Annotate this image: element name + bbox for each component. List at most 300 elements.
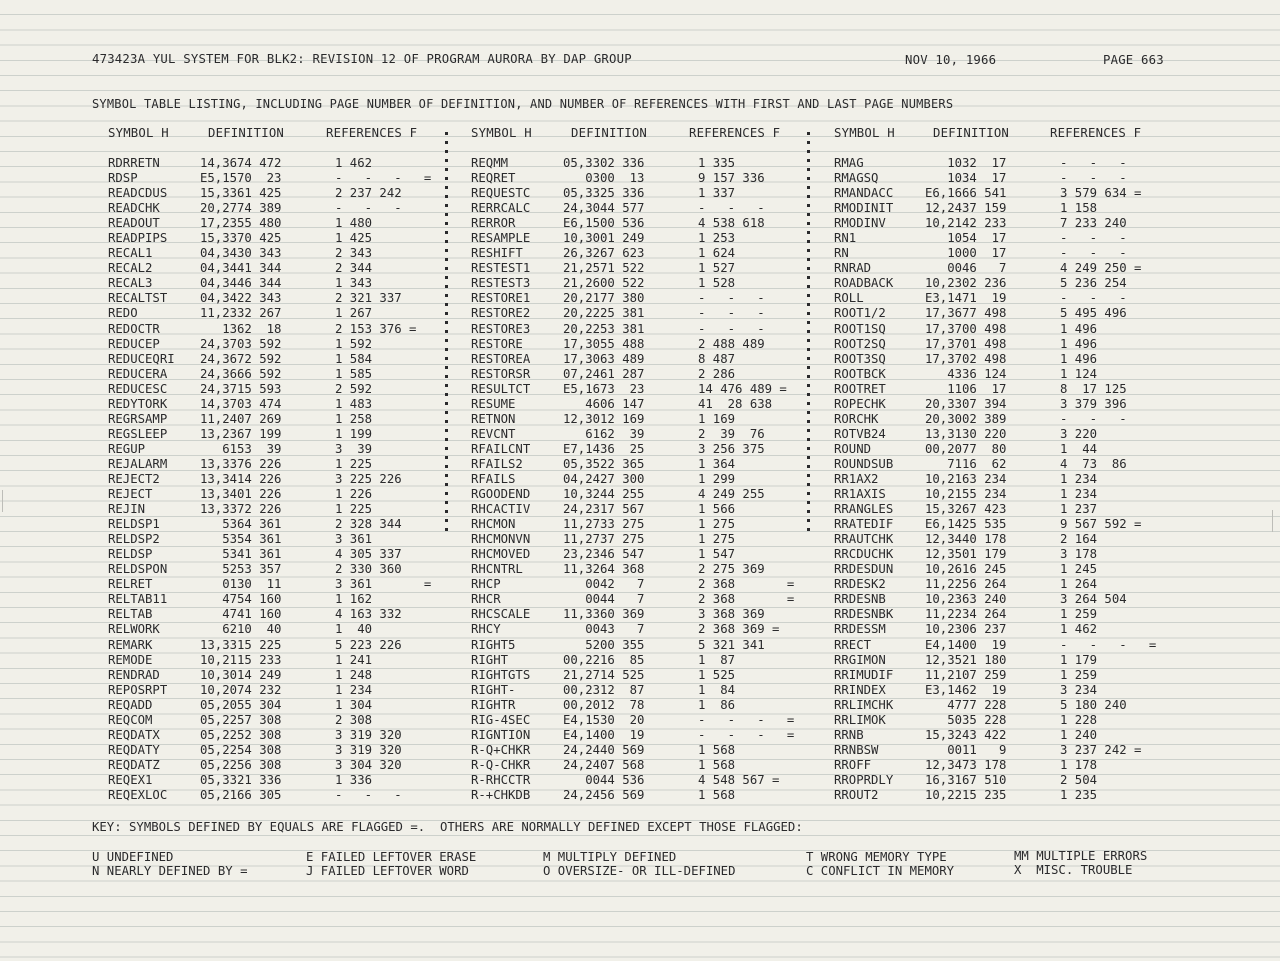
definition-cell: 10,2306 237 [925, 622, 1007, 637]
separator-mark [807, 474, 810, 477]
definition-cell: 10,2363 240 [925, 592, 1007, 607]
references-cell: 3 220 [1060, 426, 1098, 441]
references-cell: 1 248 [335, 667, 373, 682]
symbol-cell: ROOT2SQ [834, 336, 886, 351]
symbol-cell: ROUND [834, 441, 872, 456]
definition-cell: 17,3702 498 [925, 351, 1007, 366]
separator-mark [445, 177, 448, 180]
definition-cell: 10,2155 234 [925, 487, 1007, 502]
symbol-cell: REVCNT [471, 426, 516, 441]
symbol-cell: ROADBACK [834, 276, 894, 291]
references-cell: 1 245 [1060, 562, 1098, 577]
references-cell: 3 237 242 = [1060, 742, 1142, 757]
symbol-cell: REQDATY [108, 742, 160, 757]
symbol-cell: RRLIMOK [834, 712, 886, 727]
symbol-column-3 [834, 156, 893, 803]
references-cell: 1 237 [1060, 502, 1098, 517]
references-cell: 1 304 [335, 697, 373, 712]
separator-mark [445, 231, 448, 234]
definition-column-2 [563, 156, 644, 803]
symbol-cell: RORCHK [834, 411, 879, 426]
references-cell: 1 527 [698, 261, 736, 276]
separator-mark [807, 330, 810, 333]
separator-mark [445, 519, 448, 522]
definition-cell: 0042 7 [563, 577, 645, 592]
separator-mark [445, 321, 448, 324]
references-cell: 2 286 [698, 366, 736, 381]
symbol-cell: RESHIFT [471, 246, 523, 261]
separator-mark [445, 465, 448, 468]
symbol-cell: RELWORK [108, 622, 160, 637]
symbol-cell: ROOT3SQ [834, 351, 886, 366]
separator-mark [807, 141, 810, 144]
references-cell: 1 496 [1060, 336, 1098, 351]
references-cell: 1 592 [335, 336, 373, 351]
symbol-cell: RMAG [834, 156, 864, 170]
definition-cell: 5341 361 [200, 547, 282, 562]
header-definition-2: DEFINITION [571, 126, 648, 140]
symbol-cell: RHCP [471, 577, 501, 592]
symbol-cell: RRDESNB [834, 592, 886, 607]
symbol-column-1 [108, 156, 175, 803]
definition-cell: E4,1530 20 [563, 712, 645, 727]
references-cell: 2 343 [335, 246, 373, 261]
definition-cell: E7,1436 25 [563, 441, 645, 456]
symbol-cell: RHCMONVN [471, 532, 531, 547]
separator-mark [807, 510, 810, 513]
key-line: KEY: SYMBOLS DEFINED BY EQUALS ARE FLAGGED =. OTHERS ARE NORMALLY DEFINED EXCEPT THOSE FLAGGED: [92, 820, 803, 834]
references-cell: 3 361 = [335, 577, 432, 592]
definition-cell: 13,3315 225 [200, 637, 282, 652]
symbol-cell: RIGNTION [471, 727, 531, 742]
definition-cell: 10,2074 232 [200, 682, 282, 697]
references-cell: 4 163 332 [335, 607, 402, 622]
header-references-2: REFERENCES F [689, 126, 781, 140]
definition-cell: 5200 355 [563, 637, 645, 652]
definition-cell: 0011 9 [925, 742, 1007, 757]
symbol-cell: REGRSAMP [108, 411, 168, 426]
definition-cell: 05,2252 308 [200, 727, 282, 742]
symbol-cell: RERROR [471, 216, 516, 231]
references-cell: 1 299 [698, 471, 736, 486]
legend-failed-word: J FAILED LEFTOVER WORD [306, 864, 469, 878]
symbol-cell: RIG-4SEC [471, 712, 531, 727]
symbol-cell: RESTORE [471, 336, 523, 351]
symbol-cell: RHCY [471, 622, 501, 637]
references-cell: 2 308 [335, 712, 373, 727]
separator-mark [445, 186, 448, 189]
references-cell: 5 180 240 [1060, 697, 1127, 712]
separator-mark [445, 150, 448, 153]
separator-mark [445, 339, 448, 342]
definition-cell: 17,3677 498 [925, 306, 1007, 321]
symbol-cell: RFAILS2 [471, 456, 523, 471]
table-caption: SYMBOL TABLE LISTING, INCLUDING PAGE NUMBER OF DEFINITION, AND NUMBER OF REFERENCES WITH FIRST AND LAST PAGE NUMBERS [92, 97, 954, 111]
separator-mark [445, 393, 448, 396]
symbol-cell: REDYTORK [108, 396, 168, 411]
definition-column-1 [200, 156, 281, 803]
separator-mark [807, 483, 810, 486]
header-symbol-3: SYMBOL H [834, 126, 895, 140]
references-cell: 1 234 [1060, 471, 1098, 486]
symbol-cell: RELTAB [108, 607, 153, 622]
references-cell: 1 568 [698, 742, 736, 757]
separator-mark [807, 420, 810, 423]
definition-cell: 10,2142 233 [925, 216, 1007, 231]
references-cell: 2 237 242 [335, 186, 402, 201]
symbol-cell: REMARK [108, 637, 153, 652]
separator-mark [445, 384, 448, 387]
symbol-cell: RESTORE1 [471, 291, 531, 306]
definition-cell: 20,2774 389 [200, 201, 282, 216]
separator-mark [807, 204, 810, 207]
symbol-cell: RGOODEND [471, 487, 531, 502]
references-cell: 3 178 [1060, 547, 1098, 562]
symbol-cell: RROPRDLY [834, 772, 894, 787]
references-cell: 5 321 341 [698, 637, 765, 652]
symbol-cell: RECAL3 [108, 276, 153, 291]
definition-cell: 00,2077 80 [925, 441, 1007, 456]
definition-cell: 13,3414 226 [200, 471, 282, 486]
separator-mark [807, 312, 810, 315]
references-cell: 4 249 250 = [1060, 261, 1142, 276]
listing-date: NOV 10, 1966 [905, 53, 997, 67]
separator-mark [445, 303, 448, 306]
definition-cell: 0130 11 [200, 577, 282, 592]
legend-multiple-errors: MM MULTIPLE ERRORS [1014, 849, 1148, 863]
definition-cell: 24,3703 592 [200, 336, 282, 351]
references-cell: 9 157 336 [698, 171, 765, 186]
references-cell: 1 480 [335, 216, 373, 231]
symbol-cell: RRCDUCHK [834, 547, 894, 562]
references-cell: 1 240 [1060, 727, 1098, 742]
separator-mark [445, 492, 448, 495]
references-cell: 1 528 [698, 276, 736, 291]
separator-mark [807, 222, 810, 225]
references-cell: 1 483 [335, 396, 373, 411]
references-cell: 2 504 [1060, 772, 1098, 787]
definition-cell: 23,2346 547 [563, 547, 645, 562]
references-cell: 4 305 337 [335, 547, 402, 562]
symbol-cell: REQEXLOC [108, 787, 168, 802]
definition-cell: E5,1570 23 [200, 171, 282, 186]
references-cell: 1 178 [1060, 757, 1098, 772]
references-cell: 8 17 125 [1060, 381, 1127, 396]
symbol-cell: RMODINIT [834, 201, 894, 216]
separator-mark [807, 177, 810, 180]
symbol-cell: R-RHCCTR [471, 772, 531, 787]
references-cell: 1 44 [1060, 441, 1098, 456]
separator-mark [445, 429, 448, 432]
definition-cell: 04,2427 300 [563, 471, 645, 486]
references-column-2 [698, 156, 794, 803]
symbol-cell: RRNBSW [834, 742, 879, 757]
separator-mark [445, 312, 448, 315]
separator-mark [807, 429, 810, 432]
definition-cell: 17,3063 489 [563, 351, 645, 366]
definition-cell: 6162 39 [563, 426, 645, 441]
definition-cell: 4336 124 [925, 366, 1007, 381]
legend-failed-erase: E FAILED LEFTOVER ERASE [306, 850, 477, 864]
definition-cell: 17,3701 498 [925, 336, 1007, 351]
separator-mark [807, 240, 810, 243]
symbol-cell: RELDSP [108, 547, 153, 562]
references-cell: 2 328 344 [335, 517, 402, 532]
definition-cell: 11,2332 267 [200, 306, 282, 321]
references-cell: 1 337 [698, 186, 736, 201]
definition-cell: 05,2055 304 [200, 697, 282, 712]
symbol-cell: ROOT1/2 [834, 306, 886, 321]
references-cell: - - - [1060, 291, 1127, 306]
definition-cell: 17,3700 498 [925, 321, 1007, 336]
separator-mark [807, 492, 810, 495]
separator-mark [807, 357, 810, 360]
definition-cell: 1032 17 [925, 156, 1007, 170]
symbol-cell: RHCR [471, 592, 501, 607]
margin-mark [2, 490, 3, 512]
references-cell: 1 364 [698, 456, 736, 471]
symbol-cell: RETNON [471, 411, 516, 426]
separator-mark [445, 456, 448, 459]
symbol-cell: RHCMOVED [471, 547, 531, 562]
references-cell: 1 258 [335, 411, 373, 426]
definition-cell: 11,2737 275 [563, 532, 645, 547]
definition-cell: 15,3361 425 [200, 186, 282, 201]
references-cell: - - - [1060, 231, 1127, 246]
definition-cell: 15,3243 422 [925, 727, 1007, 742]
symbol-cell: RRANGLES [834, 502, 894, 517]
symbol-cell: REJECT [108, 487, 153, 502]
definition-cell: 12,3473 178 [925, 757, 1007, 772]
symbol-cell: RELDSPON [108, 562, 168, 577]
separator-mark [807, 267, 810, 270]
separator-mark [445, 249, 448, 252]
definition-cell: 20,2253 381 [563, 321, 645, 336]
definition-cell: 20,2225 381 [563, 306, 645, 321]
symbol-cell: RESTORE3 [471, 321, 531, 336]
symbol-cell: REQDATX [108, 727, 160, 742]
symbol-cell: RRDESSM [834, 622, 886, 637]
separator-mark [445, 411, 448, 414]
definition-cell: 26,3267 623 [563, 246, 645, 261]
separator-mark [445, 366, 448, 369]
symbol-cell: R-+CHKDB [471, 787, 531, 802]
symbol-cell: RRNB [834, 727, 864, 742]
definition-cell: 14,3703 474 [200, 396, 282, 411]
references-cell: - - - = [335, 171, 432, 186]
symbol-cell: RNRAD [834, 261, 872, 276]
references-cell: - - - = [698, 727, 795, 742]
symbol-cell: RRINDEX [834, 682, 886, 697]
separator-mark [445, 285, 448, 288]
definition-cell: 16,3167 510 [925, 772, 1007, 787]
definition-cell: 6210 40 [200, 622, 282, 637]
symbol-cell: REDUCEP [108, 336, 160, 351]
symbol-cell: REQRET [471, 171, 516, 186]
symbol-column-2 [471, 156, 530, 803]
separator-mark [445, 402, 448, 405]
references-cell: 1 496 [1060, 321, 1098, 336]
separator-mark [445, 375, 448, 378]
definition-cell: 10,2163 234 [925, 471, 1007, 486]
definition-cell: 17,3055 488 [563, 336, 645, 351]
page-number: PAGE 663 [1103, 53, 1164, 67]
references-cell: 1 86 [698, 697, 736, 712]
separator-mark [445, 447, 448, 450]
definition-cell: 24,3672 592 [200, 351, 282, 366]
symbol-cell: REQCOM [108, 712, 153, 727]
symbol-cell: ROUNDSUB [834, 456, 894, 471]
references-cell: 2 368 = [698, 577, 795, 592]
legend-multiply-defined: M MULTIPLY DEFINED [543, 850, 677, 864]
references-cell: 1 235 [1060, 787, 1098, 802]
references-cell: - - - [698, 306, 765, 321]
separator-mark [807, 285, 810, 288]
definition-cell: 5035 228 [925, 712, 1007, 727]
references-cell: - - - [698, 321, 765, 336]
references-cell: 1 234 [1060, 487, 1098, 502]
symbol-cell: RRDESK2 [834, 577, 886, 592]
definition-cell: 10,2115 233 [200, 652, 282, 667]
references-cell: 4 538 618 [698, 216, 765, 231]
references-cell: 1 343 [335, 276, 373, 291]
references-cell: 1 568 [698, 787, 736, 802]
definition-cell: 21,2714 525 [563, 667, 645, 682]
references-cell: - - - [1060, 246, 1127, 261]
definition-cell: 24,2407 568 [563, 757, 645, 772]
symbol-cell: READCHK [108, 201, 160, 216]
references-cell: 1 158 [1060, 201, 1098, 216]
symbol-cell: RECALTST [108, 291, 168, 306]
references-cell: 4 73 86 [1060, 456, 1127, 471]
definition-cell: 10,3244 255 [563, 487, 645, 502]
definition-cell: 10,2616 245 [925, 562, 1007, 577]
symbol-cell: REGUP [108, 441, 146, 456]
references-cell: 2 368 369 = [698, 622, 780, 637]
references-cell: 2 330 360 [335, 562, 402, 577]
references-cell: 1 124 [1060, 366, 1098, 381]
definition-cell: 4754 160 [200, 592, 282, 607]
references-cell: 1 225 [335, 456, 373, 471]
definition-cell: 12,2437 159 [925, 201, 1007, 216]
symbol-cell: READPIPS [108, 231, 168, 246]
separator-mark [445, 474, 448, 477]
separator-mark [807, 348, 810, 351]
definition-cell: 1054 17 [925, 231, 1007, 246]
references-cell: 1 259 [1060, 667, 1098, 682]
legend-conflict: C CONFLICT IN MEMORY [806, 864, 955, 878]
separator-mark [807, 150, 810, 153]
references-cell: 1 335 [698, 156, 736, 170]
symbol-cell: READCDUS [108, 186, 168, 201]
separator-mark [807, 132, 810, 135]
references-cell: 2 153 376 = [335, 321, 417, 336]
separator-mark [807, 186, 810, 189]
separator-mark [807, 231, 810, 234]
definition-cell: 6153 39 [200, 441, 282, 456]
definition-cell: 12,3501 179 [925, 547, 1007, 562]
references-cell: 9 567 592 = [1060, 517, 1142, 532]
symbol-cell: RIGHTGTS [471, 667, 531, 682]
separator-mark [445, 510, 448, 513]
definition-cell: 24,3715 593 [200, 381, 282, 396]
references-cell: 2 368 = [698, 592, 795, 607]
symbol-cell: RR1AXIS [834, 487, 886, 502]
separator-mark [445, 420, 448, 423]
symbol-cell: RESTORSR [471, 366, 531, 381]
definition-cell: 5253 357 [200, 562, 282, 577]
references-cell: 3 579 634 = [1060, 186, 1142, 201]
definition-cell: 24,2440 569 [563, 742, 645, 757]
references-cell: 1 275 [698, 532, 736, 547]
references-cell: 1 169 [698, 411, 736, 426]
definition-cell: 20,3307 394 [925, 396, 1007, 411]
symbol-cell: RESTEST3 [471, 276, 531, 291]
symbol-cell: RRAUTCHK [834, 532, 894, 547]
references-cell: 4 548 567 = [698, 772, 780, 787]
references-cell: 1 624 [698, 246, 736, 261]
symbol-cell: REDUCERA [108, 366, 168, 381]
definition-cell: 04,3446 344 [200, 276, 282, 291]
references-cell: 1 179 [1060, 652, 1098, 667]
definition-cell: 14,3674 472 [200, 156, 282, 170]
references-cell: 3 304 320 [335, 757, 402, 772]
definition-cell: 13,3376 226 [200, 456, 282, 471]
header-definition-3: DEFINITION [933, 126, 1010, 140]
separator-mark [807, 321, 810, 324]
separator-mark [807, 375, 810, 378]
separator-mark [445, 357, 448, 360]
symbol-cell: REJALARM [108, 456, 168, 471]
definition-cell: 04,3441 344 [200, 261, 282, 276]
symbol-cell: RRDESDUN [834, 562, 894, 577]
definition-cell: 00,2216 85 [563, 652, 645, 667]
legend-nearly-defined: N NEARLY DEFINED BY = [92, 864, 248, 878]
definition-cell: 24,2456 569 [563, 787, 645, 802]
definition-cell: 15,3370 425 [200, 231, 282, 246]
definition-cell: 10,3014 249 [200, 667, 282, 682]
header-symbol-1: SYMBOL H [108, 126, 169, 140]
definition-cell: 1362 18 [200, 321, 282, 336]
references-cell: - - - [335, 787, 402, 802]
symbol-cell: REDUCESC [108, 381, 168, 396]
separator-mark [807, 195, 810, 198]
legend-undefined: U UNDEFINED [92, 850, 174, 864]
symbol-cell: RIGHT5 [471, 637, 516, 652]
header-symbol-2: SYMBOL H [471, 126, 532, 140]
separator-mark [445, 348, 448, 351]
references-cell: 1 585 [335, 366, 373, 381]
references-cell: 8 487 [698, 351, 736, 366]
references-cell: 1 87 [698, 652, 736, 667]
definition-cell: 11,2234 264 [925, 607, 1007, 622]
definition-cell: 11,2733 275 [563, 517, 645, 532]
definition-cell: 05,2254 308 [200, 742, 282, 757]
separator-mark [445, 294, 448, 297]
separator-column-1 [445, 126, 448, 537]
symbol-cell: RRATEDIF [834, 517, 894, 532]
references-cell: 5 236 254 [1060, 276, 1127, 291]
legend-misc-trouble: X MISC. TROUBLE [1014, 863, 1133, 877]
references-cell: 41 28 638 [698, 396, 773, 411]
references-cell: 2 321 337 [335, 291, 402, 306]
separator-mark [445, 438, 448, 441]
references-cell: 1 84 [698, 682, 736, 697]
references-cell: 1 525 [698, 667, 736, 682]
references-cell: 2 275 369 [698, 562, 765, 577]
separator-mark [445, 276, 448, 279]
definition-cell: 10,2215 235 [925, 787, 1007, 802]
